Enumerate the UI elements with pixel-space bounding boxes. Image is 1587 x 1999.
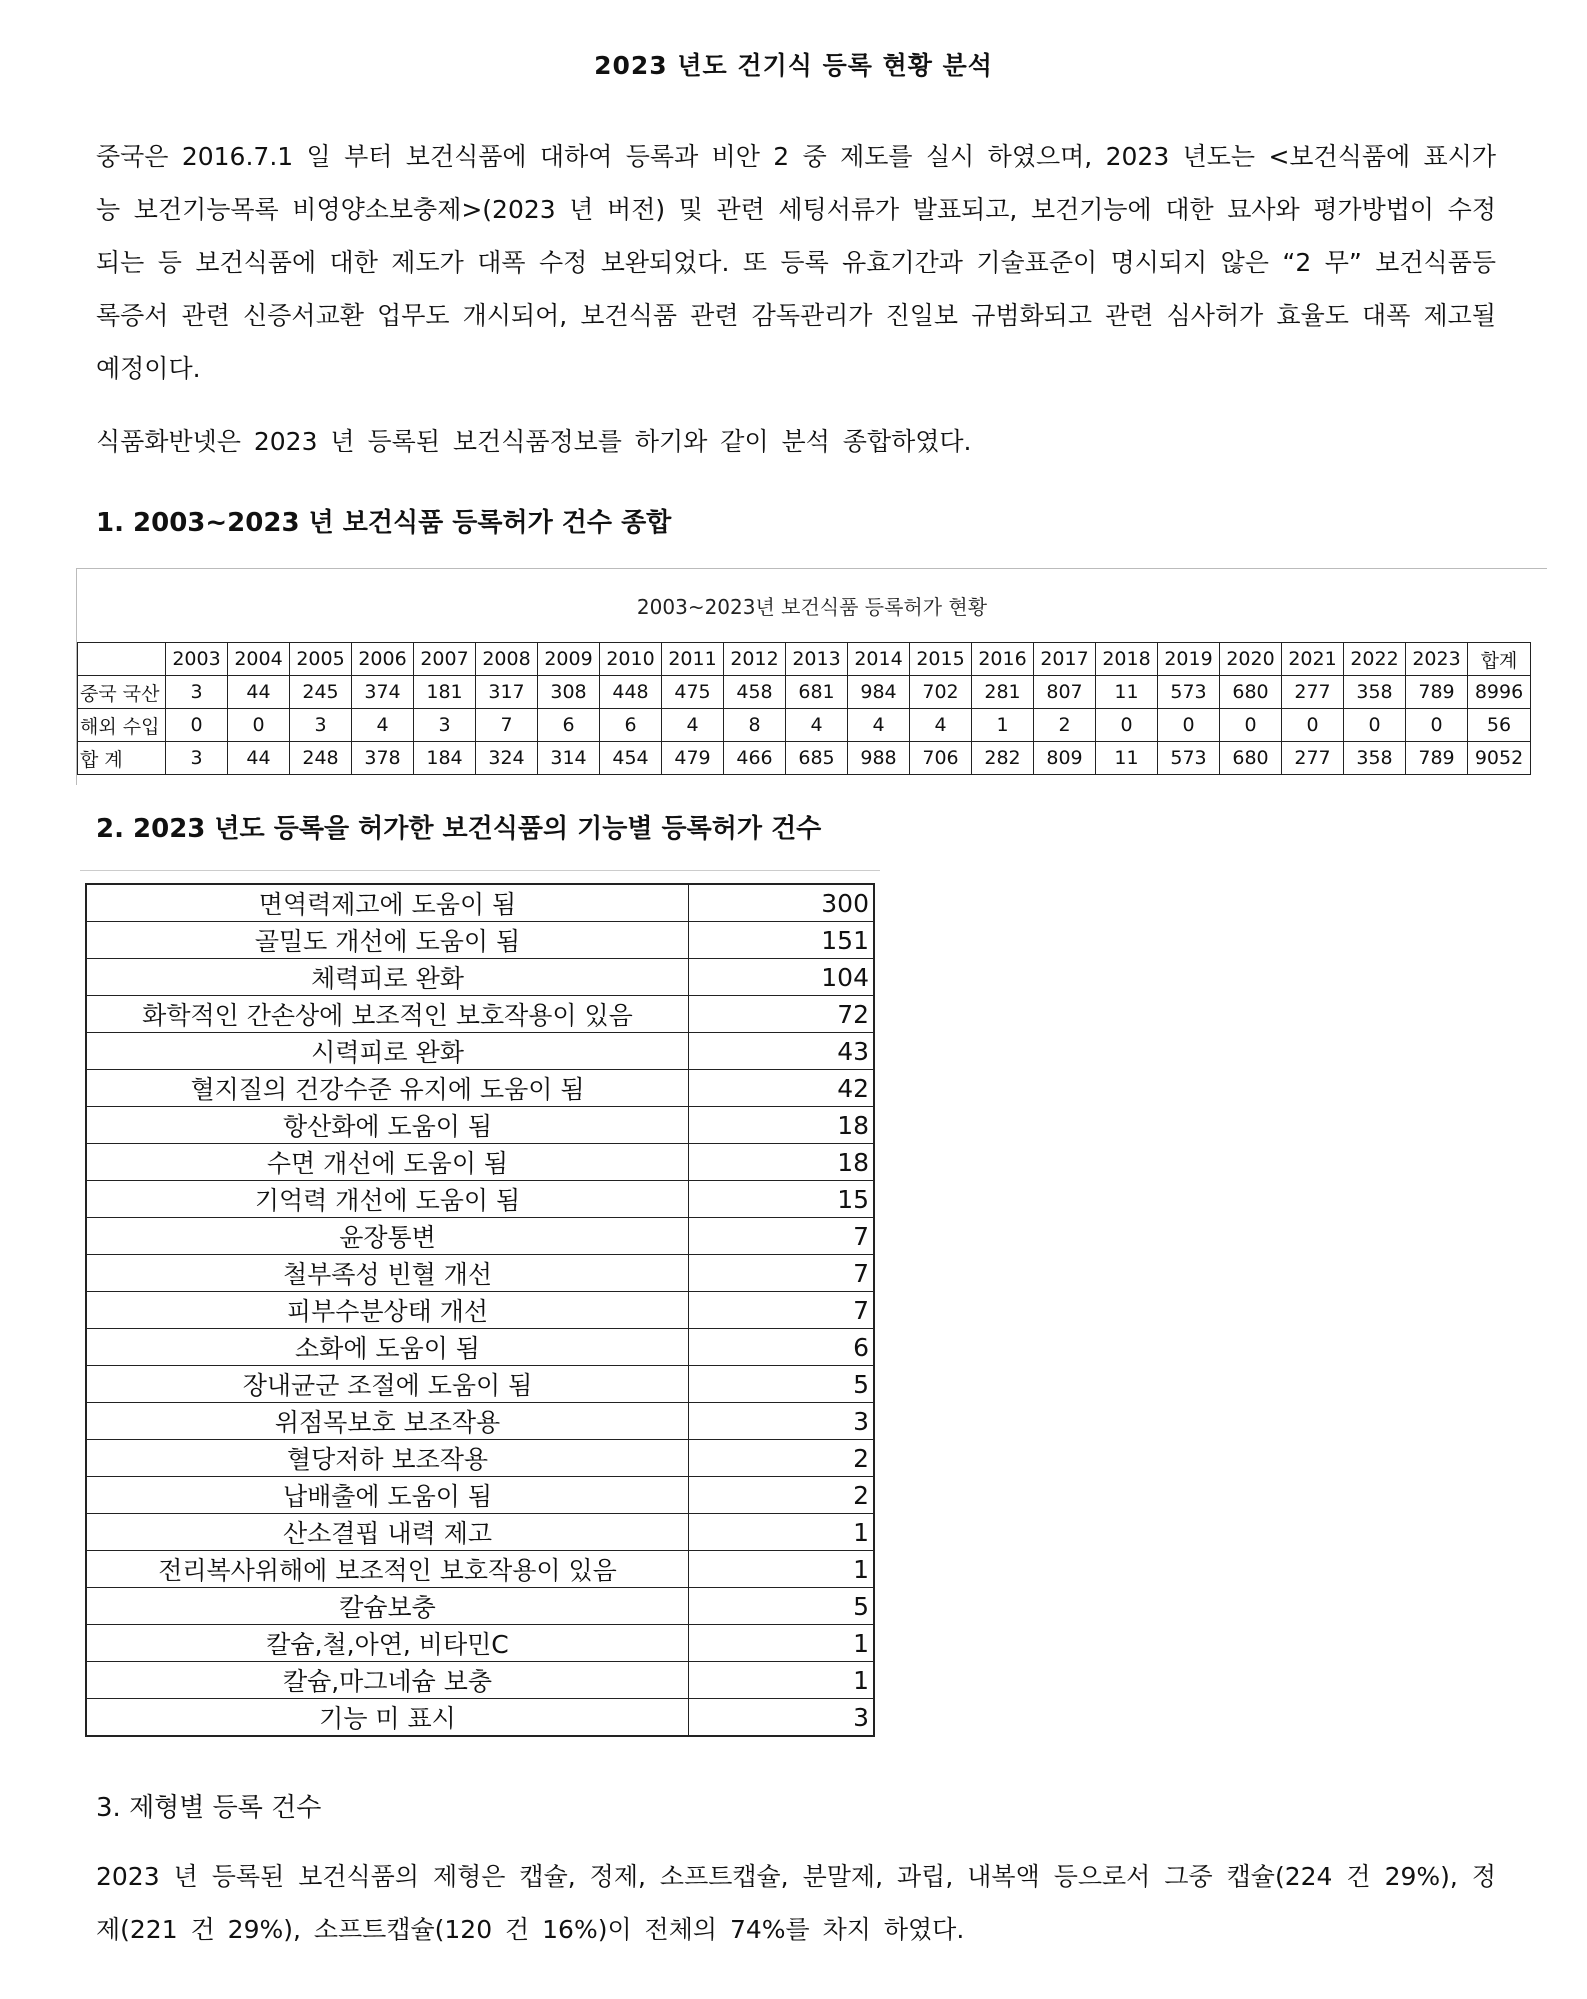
table-cell: 0 bbox=[1344, 709, 1406, 742]
table-cell: 458 bbox=[724, 676, 786, 709]
table-cell: 0 bbox=[1220, 709, 1282, 742]
table-cell: 573 bbox=[1158, 676, 1220, 709]
table-cell: 2 bbox=[1034, 709, 1096, 742]
document-title: 2023 년도 건기식 등록 현황 분석 bbox=[594, 51, 993, 80]
table-row bbox=[86, 1551, 874, 1588]
function-name-cell: 피부수분상태 개선 bbox=[86, 1292, 689, 1329]
function-name-cell: 골밀도 개선에 도움이 됨 bbox=[86, 922, 689, 959]
row-label-cell: 합 계 bbox=[78, 742, 166, 775]
table-row bbox=[78, 676, 1531, 709]
table-cell: 685 bbox=[786, 742, 848, 775]
table-cell: 6 bbox=[538, 709, 600, 742]
count-cell: 18 bbox=[689, 1107, 875, 1144]
table-cell: 4 bbox=[848, 709, 910, 742]
count-cell: 1 bbox=[689, 1625, 875, 1662]
table-row bbox=[86, 1144, 874, 1181]
table-cell: 0 bbox=[1096, 709, 1158, 742]
table-cell: 0 bbox=[166, 709, 228, 742]
registration-by-year-table bbox=[77, 642, 1531, 775]
function-name-cell: 산소결핍 내력 제고 bbox=[86, 1514, 689, 1551]
count-cell: 5 bbox=[689, 1366, 875, 1403]
table-cell: 277 bbox=[1282, 742, 1344, 775]
function-name-cell: 장내균군 조절에 도움이 됨 bbox=[86, 1366, 689, 1403]
section1-heading: 1. 2003~2023 년 보건식품 등록허가 건수 종합 bbox=[96, 508, 672, 538]
table-row bbox=[86, 922, 874, 959]
table-cell: 2007 bbox=[414, 643, 476, 676]
table-cell: 358 bbox=[1344, 742, 1406, 775]
count-cell: 43 bbox=[689, 1033, 875, 1070]
table-cell: 1 bbox=[972, 709, 1034, 742]
table-row bbox=[86, 1477, 874, 1514]
table-row bbox=[86, 1699, 874, 1737]
count-cell: 1 bbox=[689, 1551, 875, 1588]
row-label-cell: 해외 수입 bbox=[78, 709, 166, 742]
table-cell: 282 bbox=[972, 742, 1034, 775]
table-cell: 44 bbox=[228, 676, 290, 709]
table-cell: 807 bbox=[1034, 676, 1096, 709]
table-cell: 789 bbox=[1406, 676, 1468, 709]
table-cell: 2019 bbox=[1158, 643, 1220, 676]
table-cell: 2023 bbox=[1406, 643, 1468, 676]
count-cell: 300 bbox=[689, 884, 875, 922]
intro-paragraph: 중국은 2016.7.1 일 부터 보건식품에 대하여 등록과 비안 2 중 제도를 실시 하였으며, 2023 년도는 <보건식품에 표시가능 보건기능목록 비영양소보충제>(2023 년 버전) 및 관련 세팅서류가 발표되고, 보건기능에 대한 묘사와 평가방법이 수정되는 등 보건식품에 대한 제도가 대폭 수정 보완되었다. 또 등록 유효기간과 기술표준이 명시되지 않은 “2 무” 보건식품등록증서 관련 신증서교환 업무도 개시되어, 보건식품 관련 감독관리가 진일보 규범화되고 관련 심사허가 효율도 대폭 제고될 예정이다. bbox=[96, 142, 1496, 383]
table-row bbox=[86, 1440, 874, 1477]
table-cell: 324 bbox=[476, 742, 538, 775]
table-cell: 314 bbox=[538, 742, 600, 775]
table-cell: 4 bbox=[662, 709, 724, 742]
registration-table-frame bbox=[76, 568, 1547, 785]
table-cell: 2004 bbox=[228, 643, 290, 676]
table-cell: 680 bbox=[1220, 676, 1282, 709]
table-row bbox=[86, 1255, 874, 1292]
function-name-cell: 혈당저하 보조작용 bbox=[86, 1440, 689, 1477]
function-name-cell: 윤장통변 bbox=[86, 1218, 689, 1255]
table-cell: 308 bbox=[538, 676, 600, 709]
function-name-cell: 철부족성 빈혈 개선 bbox=[86, 1255, 689, 1292]
table-cell: 2006 bbox=[352, 643, 414, 676]
table-cell: 680 bbox=[1220, 742, 1282, 775]
table-cell: 9052 bbox=[1468, 742, 1531, 775]
table-cell: 56 bbox=[1468, 709, 1531, 742]
table-row bbox=[86, 884, 874, 922]
count-cell: 1 bbox=[689, 1514, 875, 1551]
count-cell: 104 bbox=[689, 959, 875, 996]
table-row bbox=[86, 1625, 874, 1662]
function-name-cell: 위점목보호 보조작용 bbox=[86, 1403, 689, 1440]
table-row bbox=[86, 1588, 874, 1625]
table-cell: 2015 bbox=[910, 643, 972, 676]
row-label-cell bbox=[78, 643, 166, 676]
table-cell: 809 bbox=[1034, 742, 1096, 775]
count-cell: 15 bbox=[689, 1181, 875, 1218]
section2-heading: 2. 2023 년도 등록을 허가한 보건식품의 기능별 등록허가 건수 bbox=[96, 814, 822, 844]
table-row bbox=[78, 742, 1531, 775]
registration-table-caption: 2003~2023년 보건식품 등록허가 현황 bbox=[636, 595, 988, 619]
table-cell: 2016 bbox=[972, 643, 1034, 676]
table-cell: 479 bbox=[662, 742, 724, 775]
table-row bbox=[86, 1292, 874, 1329]
table-row bbox=[86, 996, 874, 1033]
table-cell: 245 bbox=[290, 676, 352, 709]
table-cell: 7 bbox=[476, 709, 538, 742]
function-count-table bbox=[85, 883, 875, 1737]
table-cell: 11 bbox=[1096, 676, 1158, 709]
table-header-row bbox=[78, 643, 1531, 676]
table-cell: 2005 bbox=[290, 643, 352, 676]
table-cell: 3 bbox=[166, 742, 228, 775]
count-cell: 151 bbox=[689, 922, 875, 959]
table-row bbox=[86, 959, 874, 996]
table-cell: 475 bbox=[662, 676, 724, 709]
table-row bbox=[86, 1662, 874, 1699]
count-cell: 2 bbox=[689, 1477, 875, 1514]
table-cell: 0 bbox=[228, 709, 290, 742]
table-cell: 681 bbox=[786, 676, 848, 709]
table-cell: 2018 bbox=[1096, 643, 1158, 676]
table-cell: 2014 bbox=[848, 643, 910, 676]
table-cell: 702 bbox=[910, 676, 972, 709]
table-cell: 0 bbox=[1158, 709, 1220, 742]
function-name-cell: 칼슘,마그네슘 보충 bbox=[86, 1662, 689, 1699]
table-cell: 2013 bbox=[786, 643, 848, 676]
table-cell: 448 bbox=[600, 676, 662, 709]
table-cell: 2011 bbox=[662, 643, 724, 676]
table-cell: 358 bbox=[1344, 676, 1406, 709]
table-cell: 합계 bbox=[1468, 643, 1531, 676]
table-cell: 181 bbox=[414, 676, 476, 709]
count-cell: 3 bbox=[689, 1699, 875, 1737]
table-cell: 466 bbox=[724, 742, 786, 775]
table-cell: 789 bbox=[1406, 742, 1468, 775]
count-cell: 7 bbox=[689, 1218, 875, 1255]
table-cell: 2010 bbox=[600, 643, 662, 676]
table-cell: 3 bbox=[166, 676, 228, 709]
count-cell: 7 bbox=[689, 1292, 875, 1329]
table-cell: 378 bbox=[352, 742, 414, 775]
function-name-cell: 면역력제고에 도움이 됨 bbox=[86, 884, 689, 922]
table-cell: 3 bbox=[290, 709, 352, 742]
function-name-cell: 화학적인 간손상에 보조적인 보호작용이 있음 bbox=[86, 996, 689, 1033]
table-cell: 988 bbox=[848, 742, 910, 775]
table-row bbox=[86, 1366, 874, 1403]
count-cell: 7 bbox=[689, 1255, 875, 1292]
table-cell: 2021 bbox=[1282, 643, 1344, 676]
function-name-cell: 기억력 개선에 도움이 됨 bbox=[86, 1181, 689, 1218]
section3-heading: 3. 제형별 등록 건수 bbox=[96, 1793, 322, 1823]
table-cell: 4 bbox=[786, 709, 848, 742]
table-cell: 2012 bbox=[724, 643, 786, 676]
table-cell: 706 bbox=[910, 742, 972, 775]
function-name-cell: 소화에 도움이 됨 bbox=[86, 1329, 689, 1366]
table-cell: 2003 bbox=[166, 643, 228, 676]
table-row bbox=[78, 709, 1531, 742]
count-cell: 5 bbox=[689, 1588, 875, 1625]
function-name-cell: 체력피로 완화 bbox=[86, 959, 689, 996]
table-row bbox=[86, 1218, 874, 1255]
table-cell: 984 bbox=[848, 676, 910, 709]
table-row bbox=[86, 1181, 874, 1218]
function-name-cell: 수면 개선에 도움이 됨 bbox=[86, 1144, 689, 1181]
table-cell: 0 bbox=[1406, 709, 1468, 742]
table-cell: 281 bbox=[972, 676, 1034, 709]
count-cell: 72 bbox=[689, 996, 875, 1033]
table-cell: 317 bbox=[476, 676, 538, 709]
table-row bbox=[86, 1107, 874, 1144]
table-cell: 2008 bbox=[476, 643, 538, 676]
table-cell: 277 bbox=[1282, 676, 1344, 709]
table-cell: 0 bbox=[1282, 709, 1344, 742]
table-cell: 2020 bbox=[1220, 643, 1282, 676]
function-name-cell: 칼슘,철,아연, 비타민C bbox=[86, 1625, 689, 1662]
count-cell: 18 bbox=[689, 1144, 875, 1181]
count-cell: 1 bbox=[689, 1662, 875, 1699]
function-name-cell: 전리복사위해에 보조적인 보호작용이 있음 bbox=[86, 1551, 689, 1588]
table-cell: 2009 bbox=[538, 643, 600, 676]
function-name-cell: 기능 미 표시 bbox=[86, 1699, 689, 1737]
table-cell: 374 bbox=[352, 676, 414, 709]
table-cell: 454 bbox=[600, 742, 662, 775]
table-cell: 248 bbox=[290, 742, 352, 775]
function-name-cell: 칼슘보충 bbox=[86, 1588, 689, 1625]
table-cell: 573 bbox=[1158, 742, 1220, 775]
table-top-edge bbox=[80, 870, 880, 877]
table-cell: 44 bbox=[228, 742, 290, 775]
table-cell: 4 bbox=[910, 709, 972, 742]
table-row bbox=[86, 1514, 874, 1551]
count-cell: 2 bbox=[689, 1440, 875, 1477]
function-name-cell: 항산화에 도움이 됨 bbox=[86, 1107, 689, 1144]
table-cell: 8996 bbox=[1468, 676, 1531, 709]
count-cell: 3 bbox=[689, 1403, 875, 1440]
table-row bbox=[86, 1403, 874, 1440]
table-cell: 4 bbox=[352, 709, 414, 742]
count-cell: 42 bbox=[689, 1070, 875, 1107]
table-row bbox=[86, 1033, 874, 1070]
row-label-cell: 중국 국산 bbox=[78, 676, 166, 709]
count-cell: 6 bbox=[689, 1329, 875, 1366]
table-cell: 2017 bbox=[1034, 643, 1096, 676]
function-name-cell: 시력피로 완화 bbox=[86, 1033, 689, 1070]
table-cell: 2022 bbox=[1344, 643, 1406, 676]
summary-paragraph: 식품화반넷은 2023 년 등록된 보건식품정보를 하기와 같이 분석 종합하였다. bbox=[96, 427, 972, 456]
table-cell: 8 bbox=[724, 709, 786, 742]
function-name-cell: 혈지질의 건강수준 유지에 도움이 됨 bbox=[86, 1070, 689, 1107]
table-row bbox=[86, 1329, 874, 1366]
table-cell: 3 bbox=[414, 709, 476, 742]
table-cell: 6 bbox=[600, 709, 662, 742]
table-cell: 11 bbox=[1096, 742, 1158, 775]
table-cell: 184 bbox=[414, 742, 476, 775]
function-name-cell: 납배출에 도움이 됨 bbox=[86, 1477, 689, 1514]
table-row bbox=[86, 1070, 874, 1107]
section3-paragraph: 2023 년 등록된 보건식품의 제형은 캡슐, 정제, 소프트캡슐, 분말제, 과립, 내복액 등으로서 그중 캡슐(224 건 29%), 정제(221 건 29%), 소프트캡슐(120 건 16%)이 전체의 74%를 차지 하였다. bbox=[96, 1862, 1496, 1944]
